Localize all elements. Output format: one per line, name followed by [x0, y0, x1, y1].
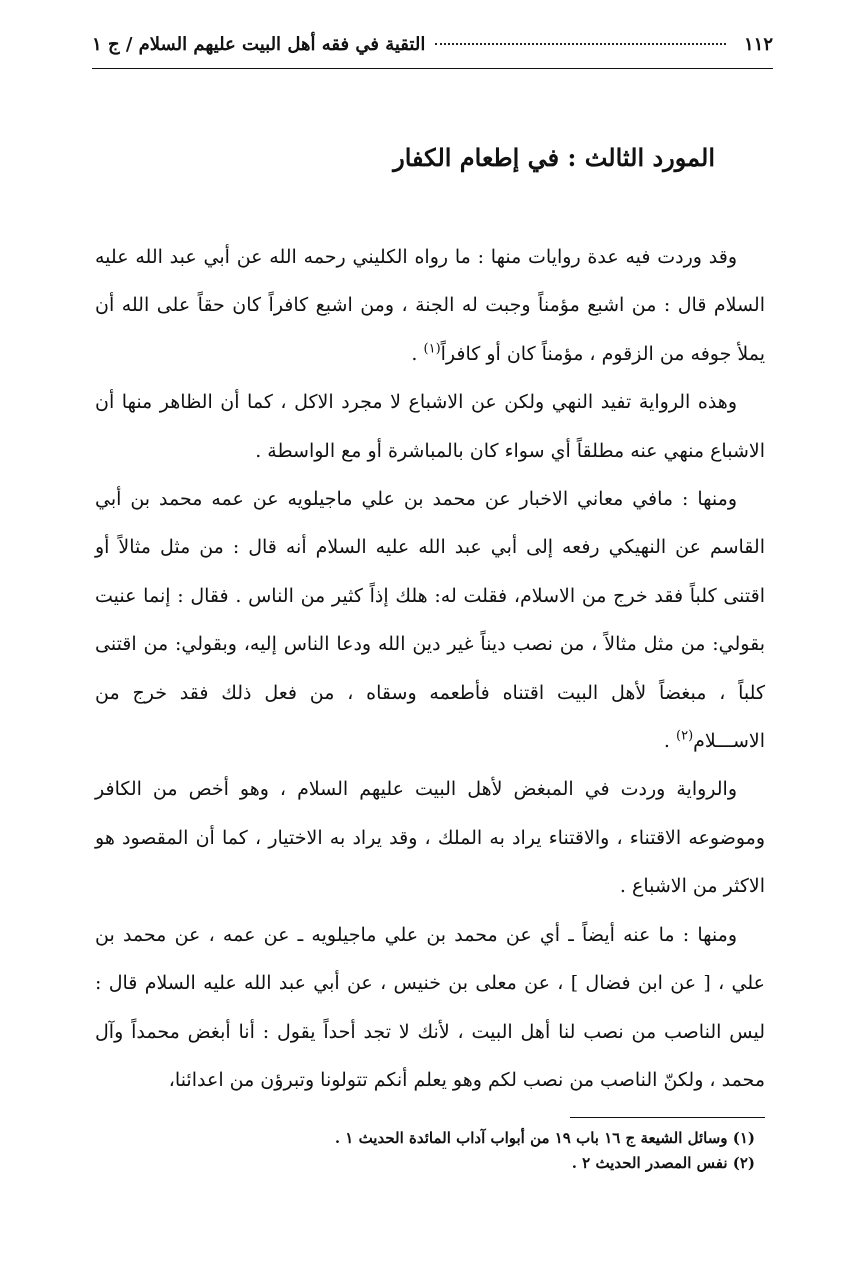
- running-title: التقية في فقه أهل البيت عليهم السلام / ج ١: [92, 34, 426, 55]
- paragraph-text: ومنها : ما عنه أيضاً ـ أي عن محمد بن علي ماجيلويه ـ عن عمه ، عن محمد بن علي ، [ عن ابن فضال ] ، عن معلى بن خنيس ، عن أبي عبد الله عليه السلام قال : ليس الناصب من نصب لنا أهل البيت ، لأنك لا تجد أحداً يقول : أنا أبغض محمداً وآل محمد ، ولكنّ الناصب من نصب لكم وهو يعلم أنكم تتولونا وتبرؤن من اعدائنا،: [95, 923, 765, 1091]
- paragraph-text: ومنها : مافي معاني الاخبار عن محمد بن علي ماجيلويه عن عمه محمد بن أبي القاسم عن النهيكي رفعه إلى أبي عبد الله عليه السلام أنه قال : من مثل مثالاً أو اقتنى كلباً فقد خرج من الاسلام، فقلت له: هلك إذاً كثير من الناس . فقال : إنما عنيت بقولي: من مثل مثالاً ، من نصب ديناً غير دين الله ودعا الناس إليه، وبقولي: من اقتنى كلباً ، مبغضاً لأهل البيت اقتناه فأطعمه وسقاه ، من فعل ذلك فقد خرج من الاســـلام: [95, 488, 765, 753]
- section-title: المورد الثالث : في إطعام الكفار: [393, 143, 715, 172]
- paragraph-tail: .: [411, 342, 424, 365]
- footnote: (١) وسائل الشيعة ج ١٦ باب ١٩ من أبواب آداب المائدة الحديث ١ .: [334, 1129, 755, 1147]
- paragraph: [95, 233, 765, 378]
- page-number: ١١٢: [743, 34, 773, 55]
- footnotes: [115, 1126, 755, 1176]
- paragraph-tail: .: [663, 730, 677, 753]
- footnote-rule: [570, 1117, 765, 1118]
- footnote-ref[interactable]: (١): [423, 341, 441, 357]
- paragraph: [95, 765, 765, 910]
- body-text: [95, 233, 765, 1104]
- footnote: (٢) نفس المصدر الحديث ٢ .: [571, 1154, 755, 1172]
- paragraph: [95, 475, 765, 765]
- paragraph-text: وهذه الرواية تفيد النهي ولكن عن الاشباع لا مجرد الاكل ، كما أن الظاهر منها أن الاشباع منهي عنه مطلقاً أي سواء كان بالمباشرة أو مع الواسطة .: [95, 391, 765, 462]
- paragraph: [95, 378, 765, 475]
- running-header: [92, 34, 773, 55]
- leader-dots: [435, 43, 726, 45]
- paragraph: [95, 911, 765, 1105]
- header-rule: [92, 68, 773, 69]
- footnote-ref[interactable]: (٢): [676, 728, 694, 744]
- paragraph-text: وقد وردت فيه عدة روايات منها : ما رواه الكليني رحمه الله عن أبي عبد الله عليه السلام قال : من اشبع مؤمناً وجبت له الجنة ، ومن اشبع كافراً كان حقاً على الله أن يملأ جوفه من الزقوم ، مؤمناً كان أو كافراً: [95, 246, 765, 365]
- paragraph-text: والرواية وردت في المبغض لأهل البيت عليهم السلام ، وهو أخص من الكافر وموضوعه الاقتناء ، والاقتناء يراد به الملك ، وقد يراد به الاختيار ، كما أن المقصود هو الاكثر من الاشباع .: [95, 778, 765, 898]
